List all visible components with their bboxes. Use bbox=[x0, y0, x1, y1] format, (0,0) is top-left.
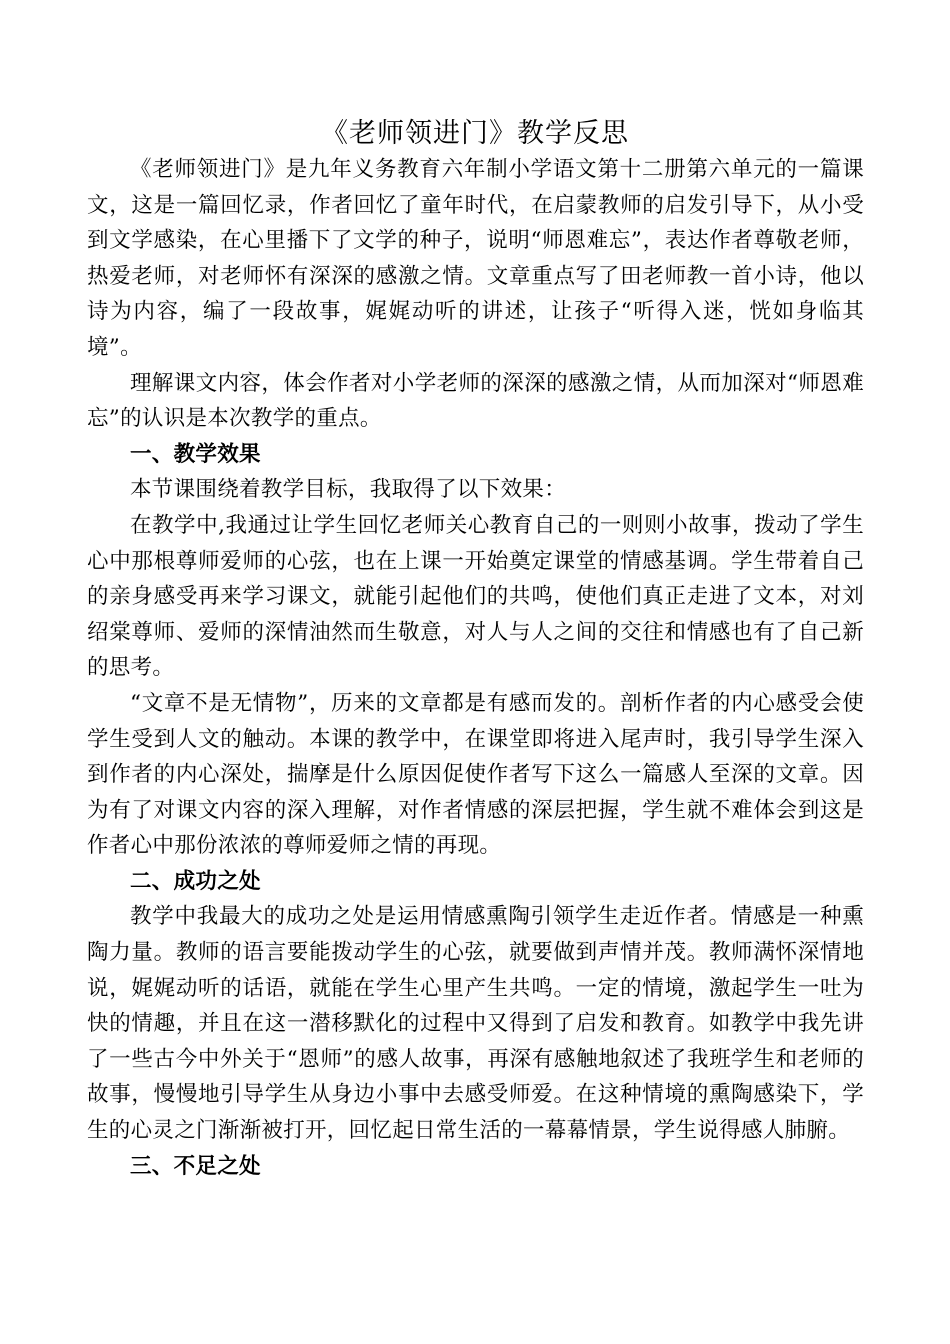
document-body bbox=[87, 152, 864, 1184]
section-1-paragraph-3: “文章不是无情物”，历来的文章都是有感而发的。剖析作者的内心感受会使学生受到人文的触动。本课的教学中，在课堂即将进入尾声时，我引导学生深入到作者的内心深处，揣摩是什么原因促使作者写下这么一篇感人至深的文章。因为有了对课文内容的深入理解，对作者情感的深层把握，学生就不难体会到这是作者心中那份浓浓的尊师爱师之情的再现。 bbox=[87, 690, 864, 859]
intro-paragraph-2: 理解课文内容，体会作者对小学老师的深深的感激之情，从而加深对“师恩难忘”的认识是本次教学的重点。 bbox=[87, 370, 864, 432]
section-2-paragraph-1: 教学中我最大的成功之处是运用情感熏陶引领学生走近作者。情感是一种熏陶力量。教师的语言要能拨动学生的心弦，就要做到声情并茂。教师满怀深情地说，娓娓动听的话语，就能在学生心里产生共鸣。一定的情境，激起学生一吐为快的情趣，并且在这一潜移默化的过程中又得到了启发和教育。如教学中我先讲了一些古今中外关于“恩师”的感人故事，再深有感触地叙述了我班学生和老师的故事，慢慢地引导学生从身边小事中去感受师爱。在这种情境的熏陶感染下，学生的心灵之门渐渐被打开，回忆起日常生活的一幕幕情景，学生说得感人肺腑。 bbox=[87, 904, 864, 1144]
document-title: 《老师领进门》教学反思 bbox=[321, 118, 629, 149]
section-1-paragraph-1: 本节课围绕着教学目标，我取得了以下效果： bbox=[130, 477, 567, 503]
intro-paragraph-1: 《老师领进门》是九年义务教育六年制小学语文第十二册第六单元的一篇课文，这是一篇回忆录，作者回忆了童年时代，在启蒙教师的启发引导下，从小受到文学感染，在心里播下了文学的种子，说明“师恩难忘”，表达作者尊敬老师，热爱老师，对老师怀有深深的感激之情。文章重点写了田老师教一首小诗，他以诗为内容，编了一段故事，娓娓动听的讲述，让孩子“听得入迷，恍如身临其境”。 bbox=[87, 157, 864, 360]
section-heading-shortcomings: 三、不足之处 bbox=[130, 1153, 261, 1179]
section-heading-successes: 二、成功之处 bbox=[130, 868, 261, 894]
section-1-paragraph-2: 在教学中,我通过让学生回忆老师关心教育自己的一则则小故事，拨动了学生心中那根尊师爱师的心弦，也在上课一开始奠定课堂的情感基调。学生带着自己的亲身感受再来学习课文，就能引起他们的共鸣，使他们真正走进了文本，对刘绍棠尊师、爱师的深情油然而生敬意，对人与人之间的交往和情感也有了自己新的思考。 bbox=[87, 512, 864, 681]
section-heading-teaching-effect: 一、教学效果 bbox=[130, 441, 261, 467]
